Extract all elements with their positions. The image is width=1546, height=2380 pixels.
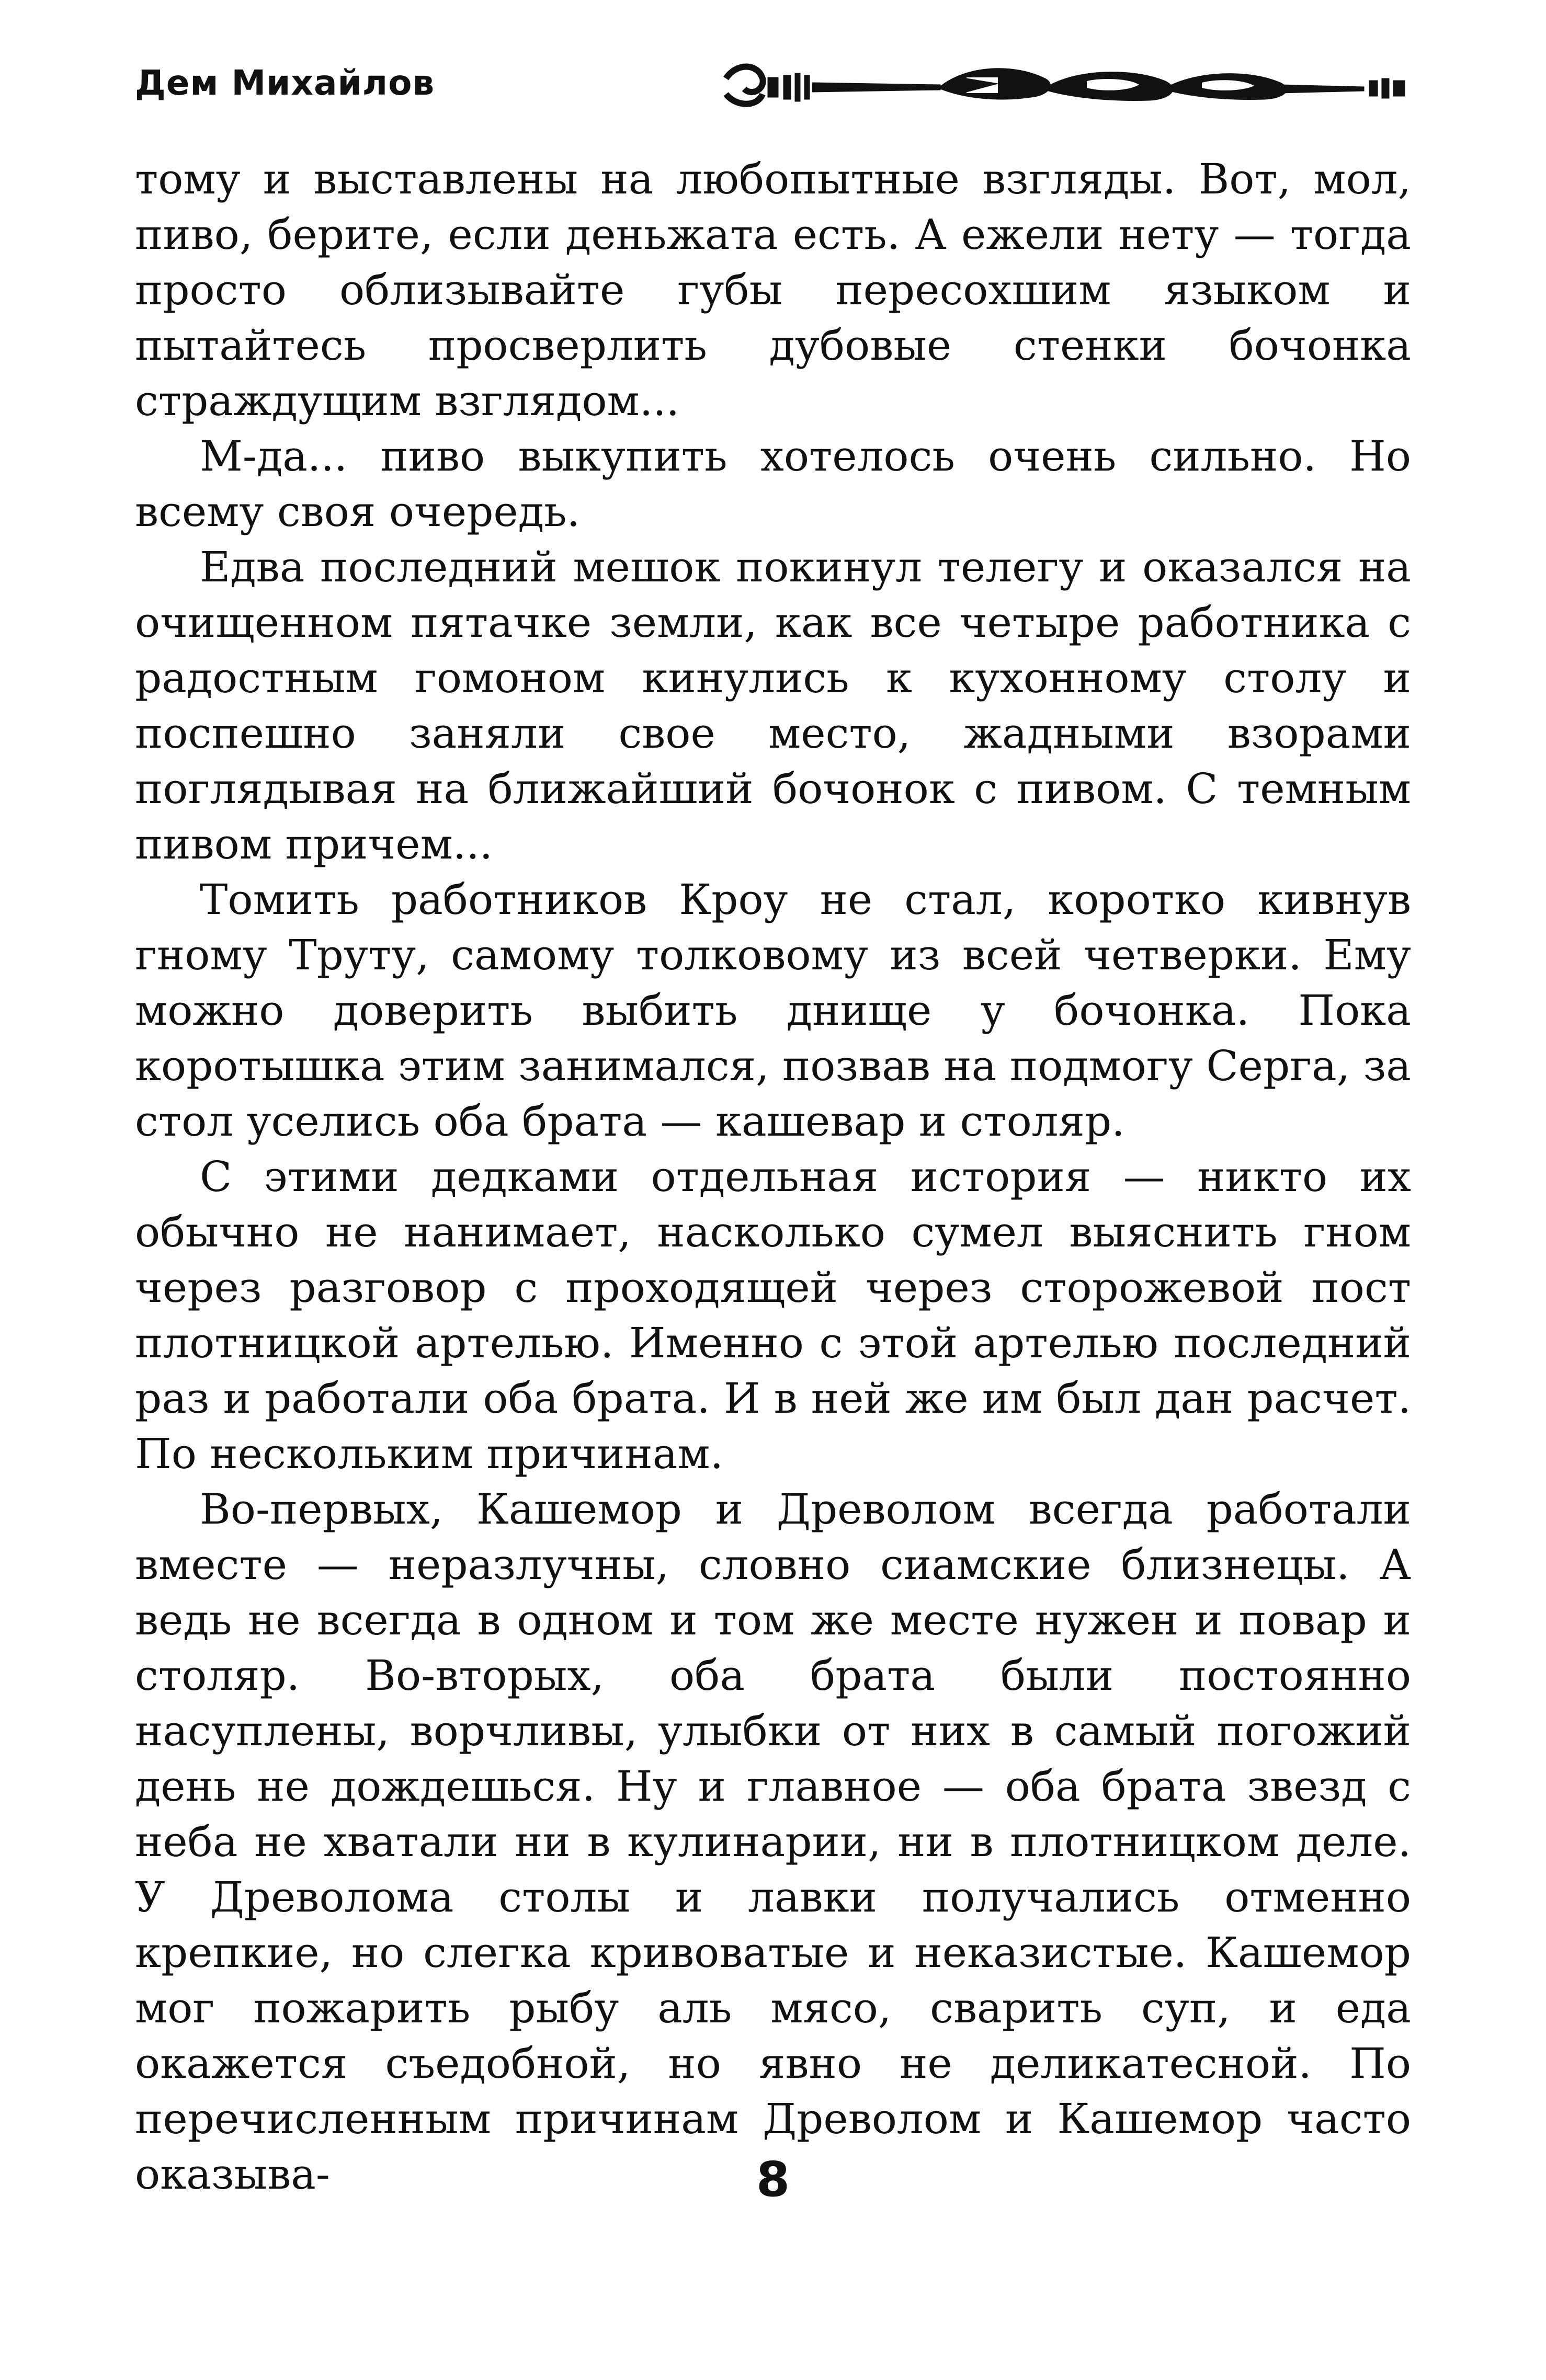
paragraph: Во-первых, Кашемор и Древолом всегда работали вместе — неразлучны, словно сиамские близнецы. А ведь не всегда в одном и том же месте нужен и повар и столяр. Во-вторых, оба брата были постоянно насуплены, ворчливы, улыбки от них в самый погожий день не дождешься. Ну и главное — оба брата звезд с неба не хватали ни в кулинарии, ни в плотницком деле. У Древолома столы и лавки получались отменно крепкие, но слегка кривоватые и неказистые. Кашемор мог пожарить рыбу аль мясо, сварить суп, и еда окажется съедобной, но явно не деликатесной. По перечисленным причинам Древолом и Кашемор часто оказыва- (135, 1485, 1411, 2199)
author-name: Дем Михайлов (135, 63, 435, 103)
paragraph: М-да... пиво выкупить хотелось очень сильно. Но всему своя очередь. (135, 432, 1411, 536)
decorative-flourish-icon (721, 58, 1411, 115)
paragraph: тому и выставлены на любопытные взгляды. Вот, мол, пиво, берите, если деньжата есть. А ежели нету — тогда просто облизывайте губы пересохшим языком и пытайтесь просверлить дубовые стенки бочонка страждущим взглядом... (135, 155, 1411, 425)
paragraph: Томить работников Кроу не стал, коротко кивнув гному Труту, самому толковому из всей четверки. Ему можно доверить выбить днище у бочонка. Пока коротышка этим занимался, позвав на подмогу Серга, за стол уселись оба брата — кашевар и столяр. (135, 875, 1411, 1146)
body-text (135, 152, 1411, 2202)
paragraph: Едва последний мешок покинул телегу и оказался на очищенном пятачке земли, как все четыре работника с радостным гомоном кинулись к кухонному столу и поспешно заняли свое место, жадными взорами поглядывая на ближайший бочонок с пивом. С темным пивом причем... (135, 543, 1411, 868)
running-header (135, 58, 1411, 131)
paragraph: С этими дедками отдельная история — никто их обычно не нанимает, насколько сумел выяснить гном через разговор с проходящей через сторожевой пост плотницкой артелью. Именно с этой артелью последний раз и работали оба брата. И в ней же им был дан расчет. По нескольким причинам. (135, 1152, 1411, 1478)
page-number: 8 (756, 2152, 790, 2207)
